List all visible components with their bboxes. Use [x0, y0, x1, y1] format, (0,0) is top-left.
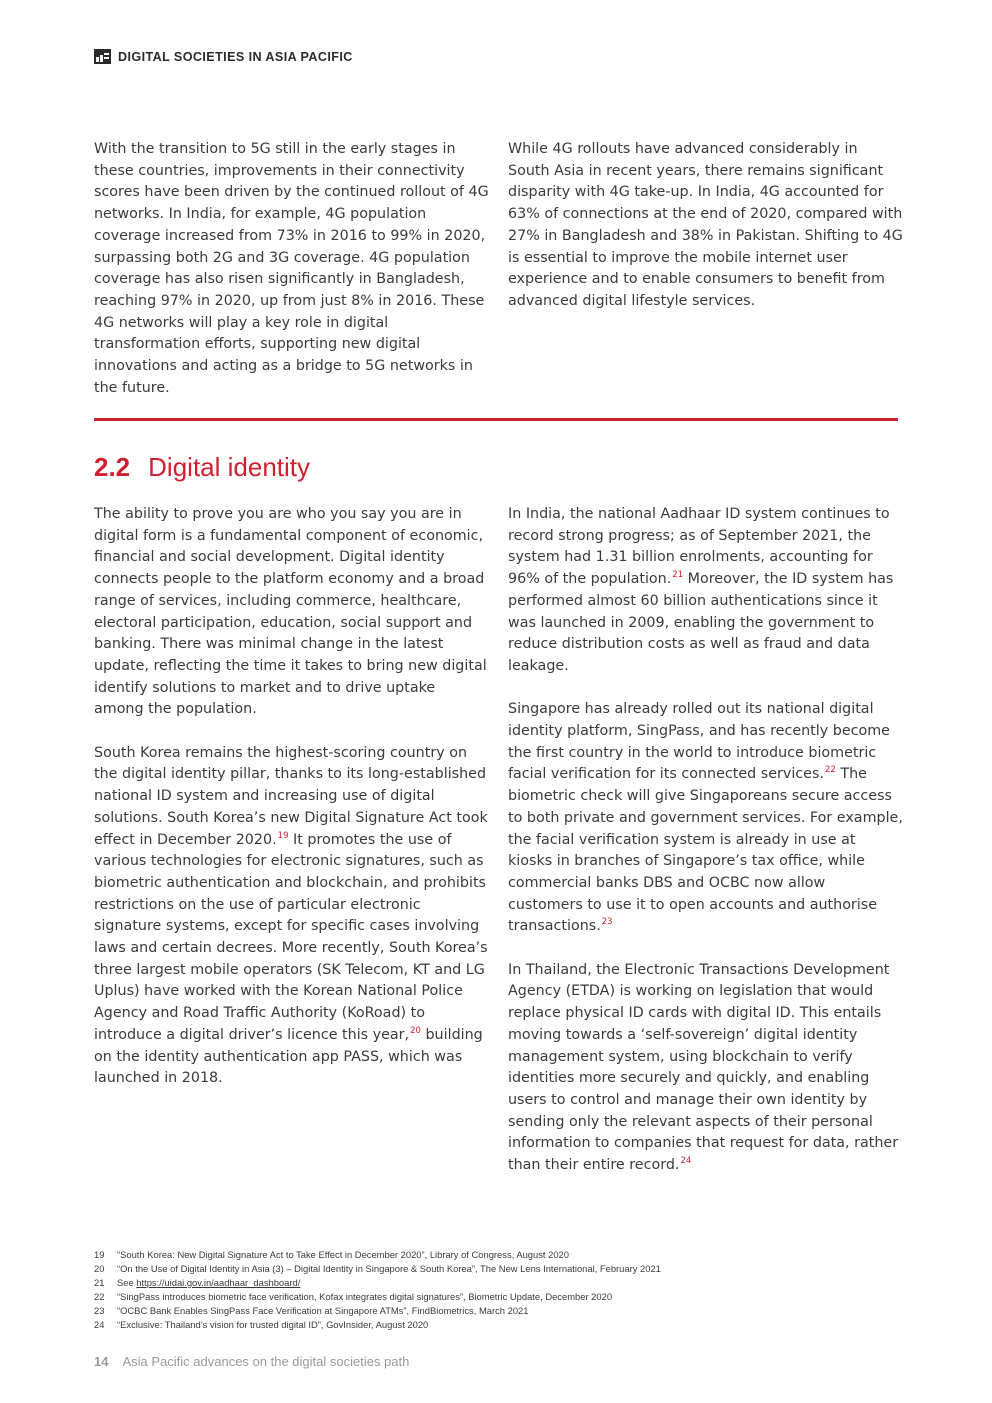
- footnote-ref[interactable]: 23: [601, 917, 613, 928]
- footnote: [94, 1276, 898, 1290]
- footnote-text: “OCBC Bank Enables SingPass Face Verification at Singapore ATMs”, FindBiometrics, March 2021: [117, 1305, 529, 1316]
- body-left-column: [94, 504, 489, 1090]
- footnote-ref[interactable]: 19: [277, 830, 289, 841]
- footnote-text: “Exclusive: Thailand’s vision for trusted digital ID”, GovInsider, August 2020: [117, 1319, 429, 1330]
- footnote: [94, 1262, 898, 1276]
- footnote: [94, 1248, 898, 1262]
- footer-title: Asia Pacific advances on the digital societies path: [122, 1354, 410, 1369]
- header-title: DIGITAL SOCIETIES IN ASIA PACIFIC: [118, 49, 353, 64]
- footnotes: [94, 1248, 898, 1332]
- footnote-number: 22: [94, 1291, 105, 1302]
- footnote-number: 24: [94, 1319, 105, 1330]
- footnote-text: “South Korea: New Digital Signature Act to Take Effect in December 2020”, Library of Congress, August 2020: [117, 1249, 569, 1260]
- footnote-number: 21: [94, 1277, 105, 1288]
- body-right-column: [508, 504, 903, 1177]
- body-text: South Korea remains the highest-scoring country on the digital identity pillar, thanks to its long-established national ID system and increasing use of digital solutions. South Korea’s new Digital Signature Act took effect in December 2020.: [94, 744, 488, 848]
- body-paragraph: [508, 699, 903, 938]
- intro-right-paragraph: While 4G rollouts have advanced considerably in South Asia in recent years, there remains significant disparity with 4G take-up. In India, 4G accounted for 63% of connections at the end of 2020, compared with 27% in Bangladesh and 38% in Pakistan. Shifting to 4G is essential to improve the mobile internet user experience and to enable consumers to benefit from advanced digital lifestyle services.: [508, 141, 903, 309]
- section-divider: [94, 418, 898, 421]
- footnote: [94, 1290, 898, 1304]
- footnote-text: “SingPass introduces biometric face verification, Kofax integrates digital signatures”, Biometric Update, December 2020: [117, 1291, 613, 1302]
- footnote-ref[interactable]: 21: [672, 570, 684, 581]
- section-number: 2.2: [94, 452, 131, 482]
- page-number: 14: [94, 1354, 109, 1369]
- footnote-number: 23: [94, 1305, 105, 1316]
- footnote-number: 19: [94, 1249, 105, 1260]
- report-document-icon: [94, 49, 111, 64]
- body-paragraph: [508, 504, 903, 678]
- body-paragraph: The ability to prove you are who you say you are in digital form is a fundamental component of economic, financial and social development. Digital identity connects people to the platform economy and a broad range of services, including commerce, healthcare, electoral participation, education, social support and banking. There was minimal change in the latest update, reflecting the time it takes to bring new digital identify solutions to market and to drive uptake among the population.: [94, 506, 487, 718]
- intro-left-paragraph: With the transition to 5G still in the early stages in these countries, improvements in their connectivity scores have been driven by the continued rollout of 4G networks. In India, for example, 4G population coverage increased from 73% in 2016 to 99% in 2020, surpassing both 2G and 3G coverage. 4G population coverage has also risen significantly in Bangladesh, reaching 97% in 2020, up from just 8% in 2016. These 4G networks will play a key role in digital transformation efforts, supporting new digital innovations and acting as a bridge to 5G networks in the future.: [94, 141, 489, 396]
- section-title: Digital identity: [148, 452, 311, 482]
- footnote-number: 20: [94, 1263, 105, 1274]
- footnote-ref[interactable]: 22: [824, 765, 836, 776]
- page-footer: [94, 1354, 409, 1369]
- footnote-prefix: See: [117, 1277, 137, 1288]
- footnote: [94, 1304, 898, 1318]
- body-paragraph: [94, 743, 489, 1090]
- intro-right-column: [508, 139, 903, 313]
- footnote-text: [117, 1276, 300, 1290]
- body-text: It promotes the use of various technologies for electronic signatures, such as biometric authentication and blockchain, and prohibits restrictions on the use of particular electronic signature systems, except for specific cases involving laws and certain decrees. More recently, South Korea’s three largest mobile operators (SK Telecom, KT and LG Uplus) have worked with the Korean National Police Agency and Road Traffic Authority (KoRoad) to introduce a digital driver’s licence this year,: [94, 831, 488, 1043]
- footnote-ref[interactable]: 24: [680, 1156, 692, 1167]
- footnote-text: “On the Use of Digital Identity in Asia (3) – Digital Identity in Singapore & South Korea”, The New Lens International, February 2021: [117, 1263, 661, 1274]
- body-paragraph: [508, 960, 903, 1177]
- body-text: Moreover, the ID system has performed almost 60 billion authentications since it was launched in 2009, enabling the government to reduce distribution costs as well as fraud and data leakage.: [508, 571, 894, 674]
- footnote: [94, 1318, 898, 1332]
- footnote-ref[interactable]: 20: [410, 1025, 421, 1036]
- page-header: [94, 49, 353, 64]
- body-text: In India, the national Aadhaar ID system continues to record strong progress; as of September 2021, the system had 1.31 billion enrolments, accounting for 96% of the population.: [508, 506, 890, 588]
- body-text: building on the identity authentication app PASS, which was launched in 2018.: [94, 1026, 483, 1087]
- footnote-link[interactable]: https://uidai.gov.in/aadhaar_dashboard/: [136, 1277, 301, 1288]
- body-text: The biometric check will give Singaporeans secure access to both private and government services. For example, the facial verification system is already in use at kiosks in branches of Singapore’s tax office, while commercial banks DBS and OCBC now allow customers to use it to open accounts and authorise transactions.: [508, 766, 903, 935]
- section-heading: [94, 452, 310, 483]
- body-text: Singapore has already rolled out its national digital identity platform, SingPass, and has recently become the first country in the world to introduce biometric facial verification for its connected services.: [508, 701, 890, 783]
- body-text: In Thailand, the Electronic Transactions Development Agency (ETDA) is working on legislation that would replace physical ID cards with digital ID. This entails moving towards a ‘self-sovereign’ digital identity management system, using blockchain to verify identities more securely and quickly, and enabling users to control and manage their own identity by sending only the relevant aspects of their personal information to companies that request for data, rather than their entire record.: [508, 961, 899, 1174]
- intro-left-column: [94, 139, 489, 399]
